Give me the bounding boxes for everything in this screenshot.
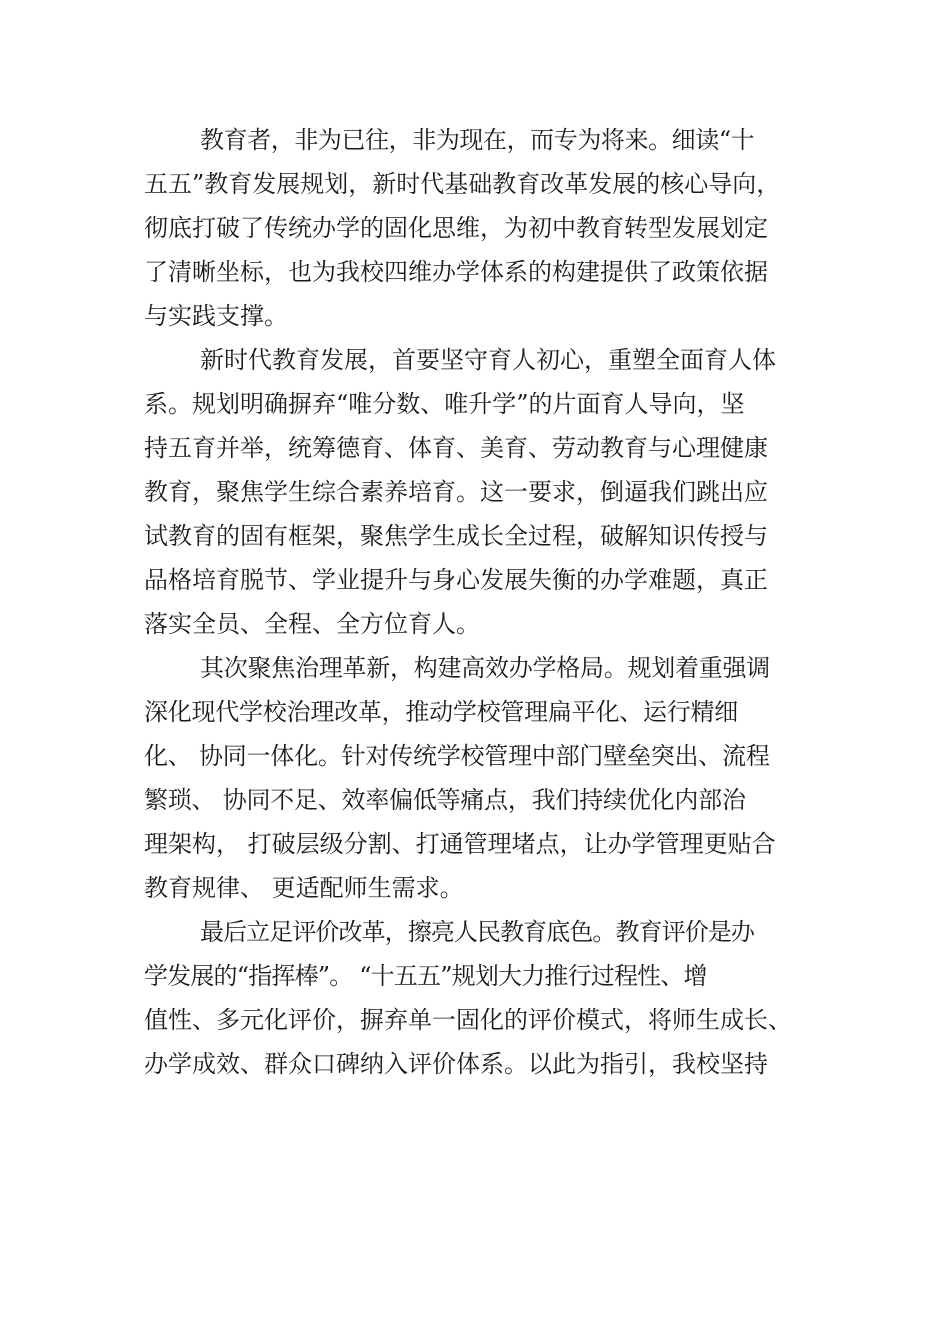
text-line: 了清晰坐标，也为我校四维办学体系的构建提供了政策依据 (144, 258, 768, 286)
paragraph (144, 118, 780, 338)
text-line: 落实全员、全程、全方位育人。 (144, 610, 480, 638)
text-line: 持五育并举，统筹德育、体育、美育、劳动教育与心理健康 (144, 434, 768, 462)
paragraph (144, 910, 792, 1086)
paragraph (144, 338, 776, 646)
text-line: 教育规律、 更适配师生需求。 (144, 874, 464, 902)
text-line: 其次聚焦治理革新，构建高效办学格局。规划着重强调 (200, 654, 770, 682)
text-line: 学发展的“指挥棒”。 “十五五”规划大力推行过程性、增 (144, 962, 707, 990)
text-line: 化、 协同一体化。针对传统学校管理中部门壁垒突出、流程 (144, 742, 770, 770)
paragraph (144, 646, 776, 910)
text-line: 试教育的固有框架，聚焦学生成长全过程，破解知识传授与 (144, 522, 768, 550)
text-line: 新时代教育发展，首要坚守育人初心，重塑全面育人体 (200, 346, 776, 374)
text-line: 教育，聚焦学生综合素养培育。这一要求，倒逼我们跳出应 (144, 478, 768, 506)
text-line: 与实践支撑。 (144, 302, 288, 330)
text-line: 深化现代学校治理改革，推动学校管理扁平化、运行精细 (144, 698, 738, 726)
text-line: 值性、多元化评价，摒弃单一固化的评价模式，将师生成长、 (144, 1006, 792, 1034)
text-line: 繁琐、 协同不足、效率偏低等痛点，我们持续优化内部治 (144, 786, 746, 814)
text-line: 办学成效、群众口碑纳入评价体系。以此为指引，我校坚持 (144, 1050, 768, 1078)
text-line: 理架构， 打破层级分割、打通管理堵点，让办学管理更贴合 (144, 830, 776, 858)
text-line: 五五”教育发展规划，新时代基础教育改革发展的核心导向， (144, 170, 781, 198)
text-line: 最后立足评价改革，擦亮人民教育底色。教育评价是办 (200, 918, 754, 946)
text-line: 教育者，非为已往，非为现在，而专为将来。细读“十 (200, 126, 755, 154)
text-line: 系。规划明确摒弃“唯分数、唯升学”的片面育人导向，坚 (144, 390, 745, 418)
text-line: 彻底打破了传统办学的固化思维，为初中教育转型发展划定 (144, 214, 768, 242)
text-line: 品格培育脱节、学业提升与身心发展失衡的办学难题，真正 (144, 566, 768, 594)
